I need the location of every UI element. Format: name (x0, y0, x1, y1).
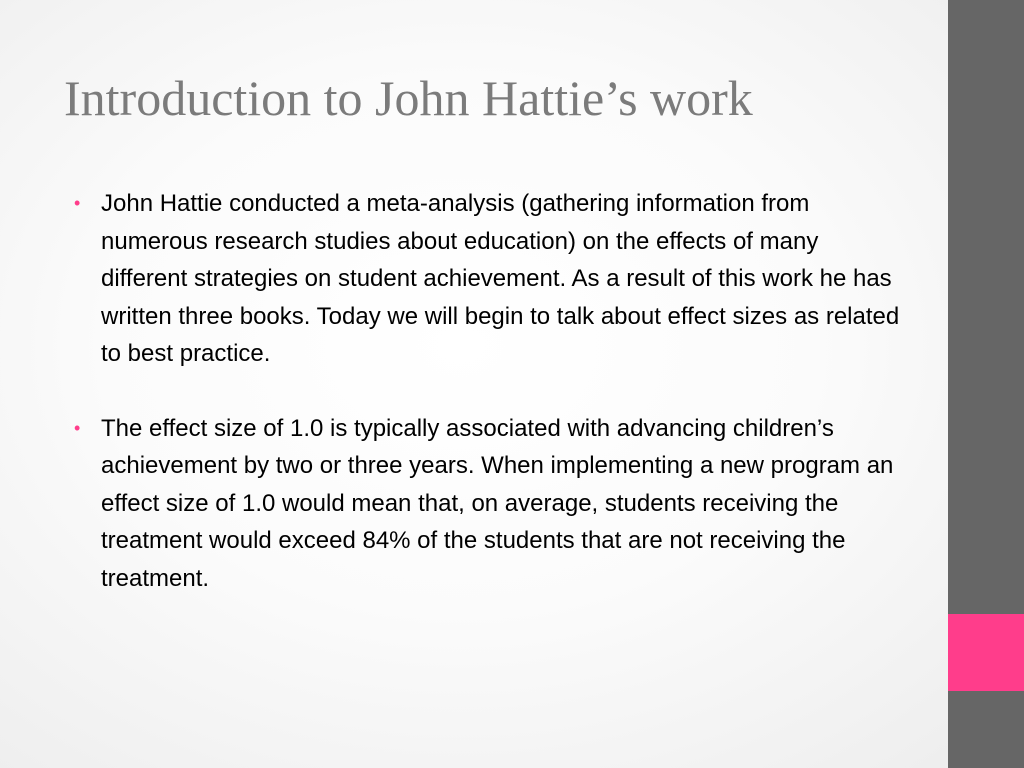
bullet-text: John Hattie conducted a meta-analysis (gathering information from numerous research studies about education) on the effects of many different strategies on student achievement. As a result of this work he has written three books. Today we will begin to talk about effect sizes as related to best practice. (101, 190, 900, 367)
bullet-icon: • (74, 193, 81, 213)
bullet-icon: • (74, 417, 81, 438)
sidebar-accent-block (948, 614, 1024, 691)
bullet-item (74, 185, 904, 373)
bullet-item (74, 410, 904, 598)
bullet-list (74, 185, 904, 634)
bullet-text: The effect size of 1.0 is typically associated with advancing children’s achievement by two or three years. When implementing a new program an effect size of 1.0 would mean that, on average, students receiving the treatment would exceed 84% of the students that are not receiving the treatment. (101, 414, 894, 592)
slide-title: Introduction to John Hattie’s work (64, 70, 753, 126)
